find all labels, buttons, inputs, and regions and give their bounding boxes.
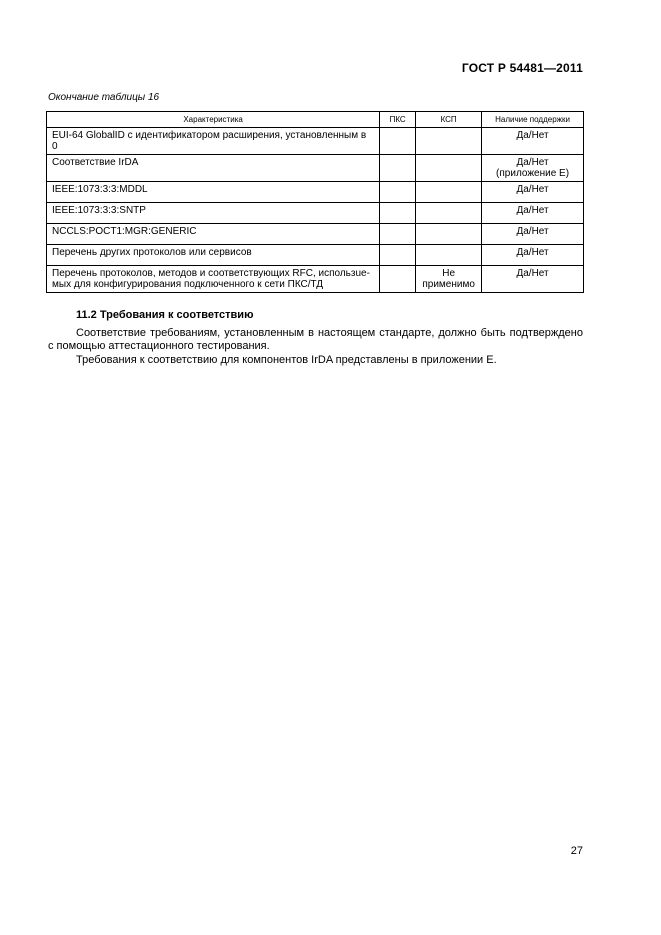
cell-text: (приложение E) <box>496 168 570 179</box>
table-row <box>47 224 584 245</box>
cell-support <box>482 224 584 245</box>
cell-text: NCCLS:POCT1:MGR:GENERIC <box>52 226 197 237</box>
cell-characteristic <box>47 245 380 266</box>
cell-text: Перечень протоколов, методов и соответствующих RFC, использue- <box>52 268 370 279</box>
cell-pks <box>380 224 416 245</box>
cell-characteristic <box>47 224 380 245</box>
cell-pks <box>380 203 416 224</box>
cell-ksp <box>416 245 482 266</box>
column-header-pks: ПКС <box>380 112 416 128</box>
cell-text: Не <box>442 268 456 279</box>
cell-text: EUI-64 GlobalID с идентификатором расширения, установленным в 0 <box>52 130 367 152</box>
table-row <box>47 155 584 182</box>
cell-text: Да/Нет <box>516 130 549 141</box>
cell-text: Да/Нет <box>516 268 549 279</box>
cell-ksp <box>416 266 482 293</box>
cell-support <box>482 182 584 203</box>
cell-text: мых для конфигурирования подключенного к сети ПКС/ТД <box>52 279 324 290</box>
table-header-row <box>47 112 584 128</box>
table-row <box>47 128 584 155</box>
cell-characteristic <box>47 266 380 293</box>
body-paragraph: Соответствие требованиям, установленным в настоящем стандарте, должно быть подтверждено с помощью аттестационного тестирования. <box>48 327 583 352</box>
table-row <box>47 182 584 203</box>
cell-text: Да/Нет <box>516 247 549 258</box>
cell-ksp <box>416 155 482 182</box>
cell-text: Соответствие IrDA <box>52 157 139 168</box>
cell-support <box>482 266 584 293</box>
cell-support <box>482 128 584 155</box>
cell-pks <box>380 266 416 293</box>
cell-pks <box>380 182 416 203</box>
cell-ksp <box>416 203 482 224</box>
cell-text: Перечень других протоколов или сервисов <box>52 247 252 258</box>
cell-pks <box>380 155 416 182</box>
cell-support <box>482 203 584 224</box>
table-caption: Окончание таблицы 16 <box>48 92 160 103</box>
body-paragraph: Требования к соответствию для компонентов IrDA представлены в приложении E. <box>76 354 497 366</box>
cell-text: Да/Нет <box>516 184 549 195</box>
cell-text: IEEE:1073:3:3:SNTP <box>52 205 146 216</box>
table-row <box>47 203 584 224</box>
cell-text: IEEE:1073:3:3:MDDL <box>52 184 148 195</box>
cell-text: Да/Нет <box>516 205 549 216</box>
cell-characteristic <box>47 155 380 182</box>
cell-pks <box>380 245 416 266</box>
cell-support <box>482 245 584 266</box>
cell-support <box>482 155 584 182</box>
support-table <box>46 111 584 293</box>
table-row <box>47 245 584 266</box>
page-number: 27 <box>570 845 583 857</box>
document-code: ГОСТ Р 54481—2011 <box>461 61 583 75</box>
cell-text: Да/Нет <box>516 157 549 168</box>
cell-characteristic <box>47 128 380 155</box>
cell-ksp <box>416 224 482 245</box>
column-header-characteristic: Характеристика <box>47 112 380 128</box>
column-header-support: Наличие поддержки <box>482 112 584 128</box>
table-row <box>47 266 584 293</box>
column-header-ksp: КСП <box>416 112 482 128</box>
cell-pks <box>380 128 416 155</box>
cell-text: Да/Нет <box>516 226 549 237</box>
cell-characteristic <box>47 182 380 203</box>
cell-ksp <box>416 128 482 155</box>
cell-text: применимо <box>422 279 475 290</box>
section-title: 11.2 Требования к соответствию <box>76 309 254 321</box>
cell-ksp <box>416 182 482 203</box>
cell-characteristic <box>47 203 380 224</box>
